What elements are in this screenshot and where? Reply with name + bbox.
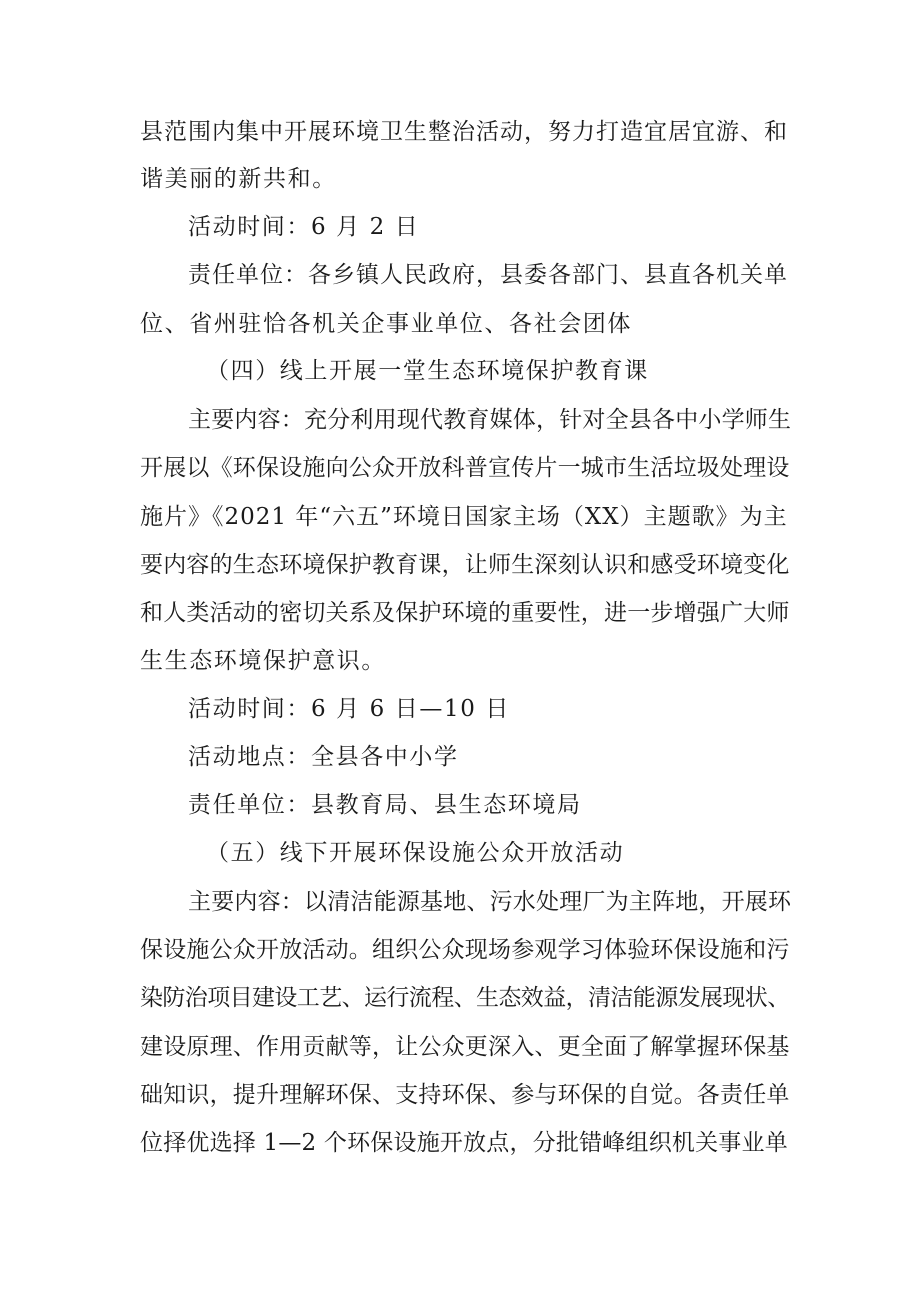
responsible-unit-line: 责任单位：县教育局、县生态环境局 — [188, 792, 582, 818]
text-line: 位择优选择 1—2 个环保设施开放点，分批错峰组织机关事业单 — [140, 1130, 788, 1156]
activity-time-line: 活动时间：6 月 2 日 — [188, 214, 420, 240]
activity-time-line: 活动时间：6 月 6 日—10 日 — [188, 696, 510, 722]
section-heading: （五）线下开展环保设施公众开放活动 — [206, 840, 625, 866]
section-heading: （四）线上开展一堂生态环境保护教育课 — [206, 358, 649, 384]
text-line: 谐美丽的新共和。 — [140, 166, 337, 192]
text-line: 生生态环境保护意识。 — [140, 648, 386, 674]
responsible-unit-line: 责任单位：各乡镇人民政府，县委各部门、县直各机关单 — [188, 262, 788, 288]
main-content-line: 主要内容：以清洁能源基地、污水处理厂为主阵地，开展环 — [188, 889, 792, 915]
main-content-line: 主要内容：充分利用现代教育媒体，针对全县各中小学师生 — [188, 407, 792, 433]
activity-location-line: 活动地点：全县各中小学 — [188, 744, 459, 770]
text-line: 建设原理、作用贡献等，让公众更深入、更全面了解掌握环保基 — [140, 1034, 790, 1060]
text-line: 础知识，提升理解环保、支持环保、参与环保的自觉。各责任单 — [140, 1082, 790, 1108]
text-line: 位、省州驻恰各机关企事业单位、各社会团体 — [140, 311, 632, 337]
text-line: 染防治项目建设工艺、运行流程、生态效益，清洁能源发展现状、 — [140, 985, 790, 1011]
text-line: 施片》《2021 年“六五”环境日国家主场（XX）主题歌》为主 — [140, 504, 788, 530]
text-line: 和人类活动的密切关系及保护环境的重要性，进一步增强广大师 — [140, 600, 790, 626]
text-line: 开展以《环保设施向公众开放科普宣传片一城市生活垃圾处理设 — [140, 455, 790, 481]
text-line: 县范围内集中开展环境卫生整治活动，努力打造宜居宜游、和 — [140, 119, 788, 145]
text-line: 要内容的生态环境保护教育课，让师生深刻认识和感受环境变化 — [140, 552, 790, 578]
text-line: 保设施公众开放活动。组织公众现场参观学习体验环保设施和污 — [140, 937, 790, 963]
